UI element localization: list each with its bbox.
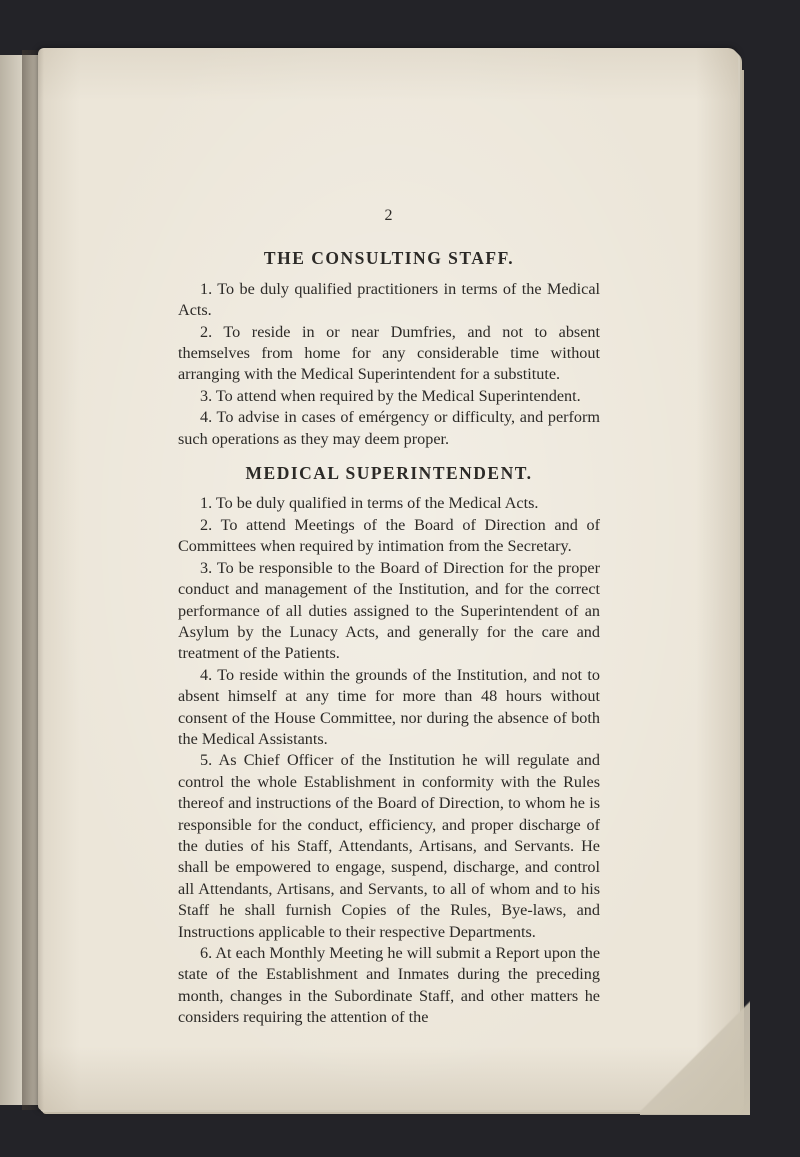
superintendent-item: 6. At each Monthly Meeting he will submit a Report upon the state of the Establishment and Inmates during the preceding month, changes in the Subordinate Staff, and other matters he considers requiring the attention of the [178,944,600,1027]
consulting-staff-item: 4. To advise in cases of emérgency or difficulty, and perform such operations as they may deem proper. [178,408,600,448]
consulting-staff-item: 3. To attend when required by the Medical Superintendent. [200,386,581,405]
page-text [178,205,600,1029]
superintendent-item: 2. To attend Meetings of the Board of Direction and of Committees when required by intimation from the Secretary. [178,515,600,556]
superintendent-item: 4. To reside within the grounds of the Institution, and not to absent himself at any time for more than 48 hours without consent of the House Committee, nor during the absence of both the Medical Assistants. [178,665,600,748]
consulting-staff-item: 1. To be duly qualified practitioners in terms of the Medical Acts. [178,279,600,320]
worn-corner [640,970,750,1115]
superintendent-item: 5. As Chief Officer of the Institution he will regulate and control the whole Establishment in conformity with the Rules thereof and instructions of the Board of Direction, to whom he is responsible for the conduct, efficiency, and proper discharge of the duties of his Staff, Attendants, Artisans, and Servants. He shall be empowered to engage, suspend, discharge, and control all Attendants, Artisans, and Servants, to all of whom and to his Staff he shall furnish Copies of the Rules, Bye-laws, and Instructions applicable to their respective Departments. [178,751,600,941]
page-number: 2 [384,207,394,224]
medical-superintendent-heading: MEDICAL SUPERINTENDENT. [245,463,533,484]
superintendent-item: 3. To be responsible to the Board of Direction for the proper conduct and management of the Institution, and for the correct performance of all duties assigned to the Superintendent of an Asylum by the Lunacy Acts, and generally for the care and treatment of the Patients. [178,558,600,663]
superintendent-item: 1. To be duly qualified in terms of the Medical Acts. [200,494,539,513]
consulting-staff-item: 2. To reside in or near Dumfries, and not to absent themselves from home for any considerable time without arranging with the Medical Superintendent for a substitute. [178,322,600,384]
spine-shadow [22,50,44,1110]
consulting-staff-heading: THE CONSULTING STAFF. [263,248,515,269]
